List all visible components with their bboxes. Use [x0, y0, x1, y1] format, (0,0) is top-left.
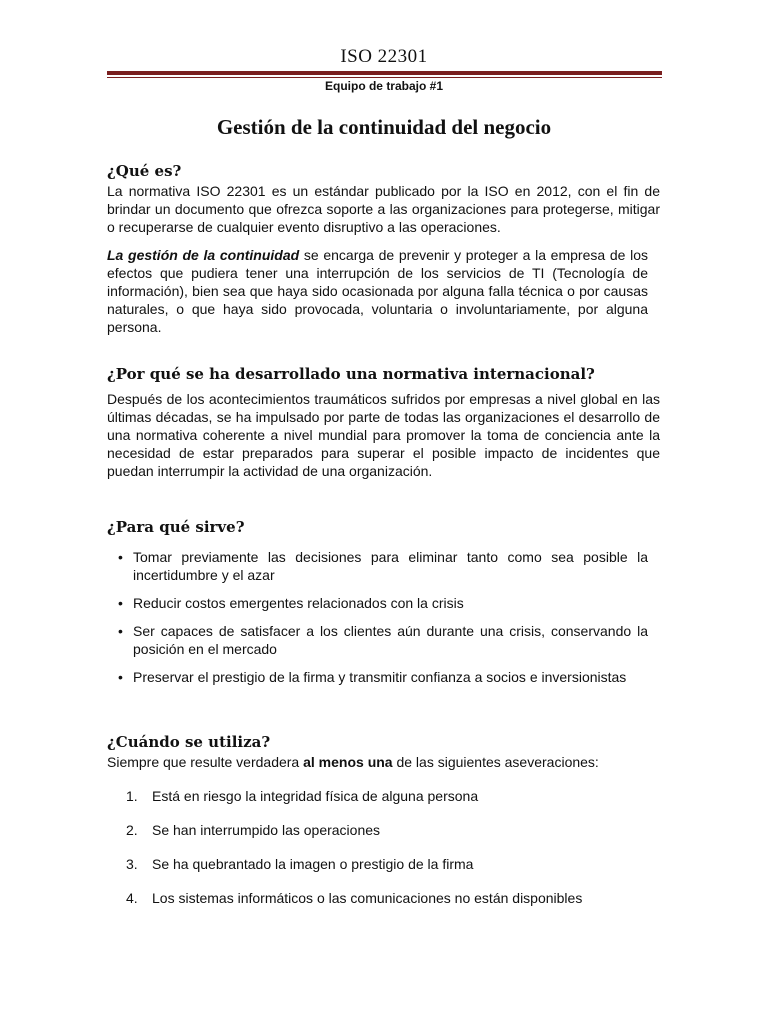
header-rule-thin	[107, 77, 662, 78]
list-item	[118, 594, 648, 612]
bullet-icon: •	[118, 549, 123, 565]
list-item	[126, 821, 666, 839]
heading-cuando: ¿Cuándo se utiliza?	[107, 733, 271, 751]
list-item	[126, 889, 666, 907]
paragraph-gestion-continuidad-text: se encarga de prevenir y proteger a la empresa de los efectos que pudiera tener una interrupción de los servicios de TI (Tecnología de información), bien sea que haya sido ocasionada por alguna falla técnica o por causas naturales, o que haya sido provocada, voluntaria o involuntariamente, por alguna persona.	[107, 247, 648, 335]
paragraph-por-que: Después de los acontecimientos traumáticos sufridos por empresas a nivel global en las últimas décadas, se ha impulsado por parte de todas las organizaciones el desarrollo de una normativa coherente a nivel mundial para promover la toma de conciencia ante la necesidad de estar preparados para superar el posible impacto de incidentes que puedan interrumpir la actividad de una organización.	[107, 391, 660, 479]
bullet-icon: •	[118, 623, 123, 639]
list-item-text: Preservar el prestigio de la firma y transmitir confianza a socios e inversionistas	[133, 669, 627, 685]
list-item-text: Se han interrumpido las operaciones	[152, 822, 381, 838]
intro-emphasis: al menos una	[303, 754, 393, 770]
list-item	[126, 787, 666, 805]
list-item	[126, 855, 666, 873]
list-item-text: Se ha quebrantado la imagen o prestigio de la firma	[152, 856, 474, 872]
document-title: Gestión de la continuidad del negocio	[216, 115, 552, 139]
list-item-text: Reducir costos emergentes relacionados con la crisis	[133, 595, 464, 611]
list-item	[118, 622, 648, 658]
heading-que-es: ¿Qué es?	[107, 162, 182, 180]
emphasis-gestion-continuidad: La gestión de la continuidad	[107, 247, 300, 263]
heading-por-que: ¿Por qué se ha desarrollado una normativa internacional?	[107, 365, 595, 383]
list-item-number: 2.	[126, 822, 138, 838]
header-title: ISO 22301	[340, 46, 428, 67]
paragraph-cuando-intro	[107, 753, 660, 771]
list-item-text: Está en riesgo la integridad física de alguna persona	[152, 788, 479, 804]
list-item	[118, 548, 648, 584]
bullet-list-para-que	[118, 548, 648, 686]
bullet-icon: •	[118, 595, 123, 611]
list-item-text: Los sistemas informáticos o las comunicaciones no están disponibles	[152, 890, 583, 906]
header-rule-thick	[107, 71, 662, 75]
paragraph-que-es: La normativa ISO 22301 es un estándar publicado por la ISO en 2012, con el fin de brindar un documento que ofrezca soporte a las organizaciones para protegerse, mitigar o recuperarse de cualquier evento disruptivo a las operaciones.	[107, 183, 660, 235]
list-item-number: 4.	[126, 890, 138, 906]
list-item-text: Tomar previamente las decisiones para eliminar tanto como sea posible la incertidumbre y el azar	[133, 549, 648, 583]
team-label: Equipo de trabajo #1	[324, 79, 444, 93]
list-item	[118, 668, 648, 686]
intro-text-after: de las siguientes aseveraciones:	[392, 754, 599, 770]
heading-para-que: ¿Para qué sirve?	[107, 518, 245, 536]
numbered-list-cuando	[126, 787, 666, 907]
list-item-number: 3.	[126, 856, 138, 872]
list-item-text: Ser capaces de satisfacer a los clientes aún durante una crisis, conservando la posición en el mercado	[133, 623, 648, 657]
intro-text-before: Siempre que resulte verdadera	[107, 754, 304, 770]
paragraph-gestion-continuidad	[107, 246, 648, 336]
bullet-icon: •	[118, 669, 123, 685]
list-item-number: 1.	[126, 788, 138, 804]
